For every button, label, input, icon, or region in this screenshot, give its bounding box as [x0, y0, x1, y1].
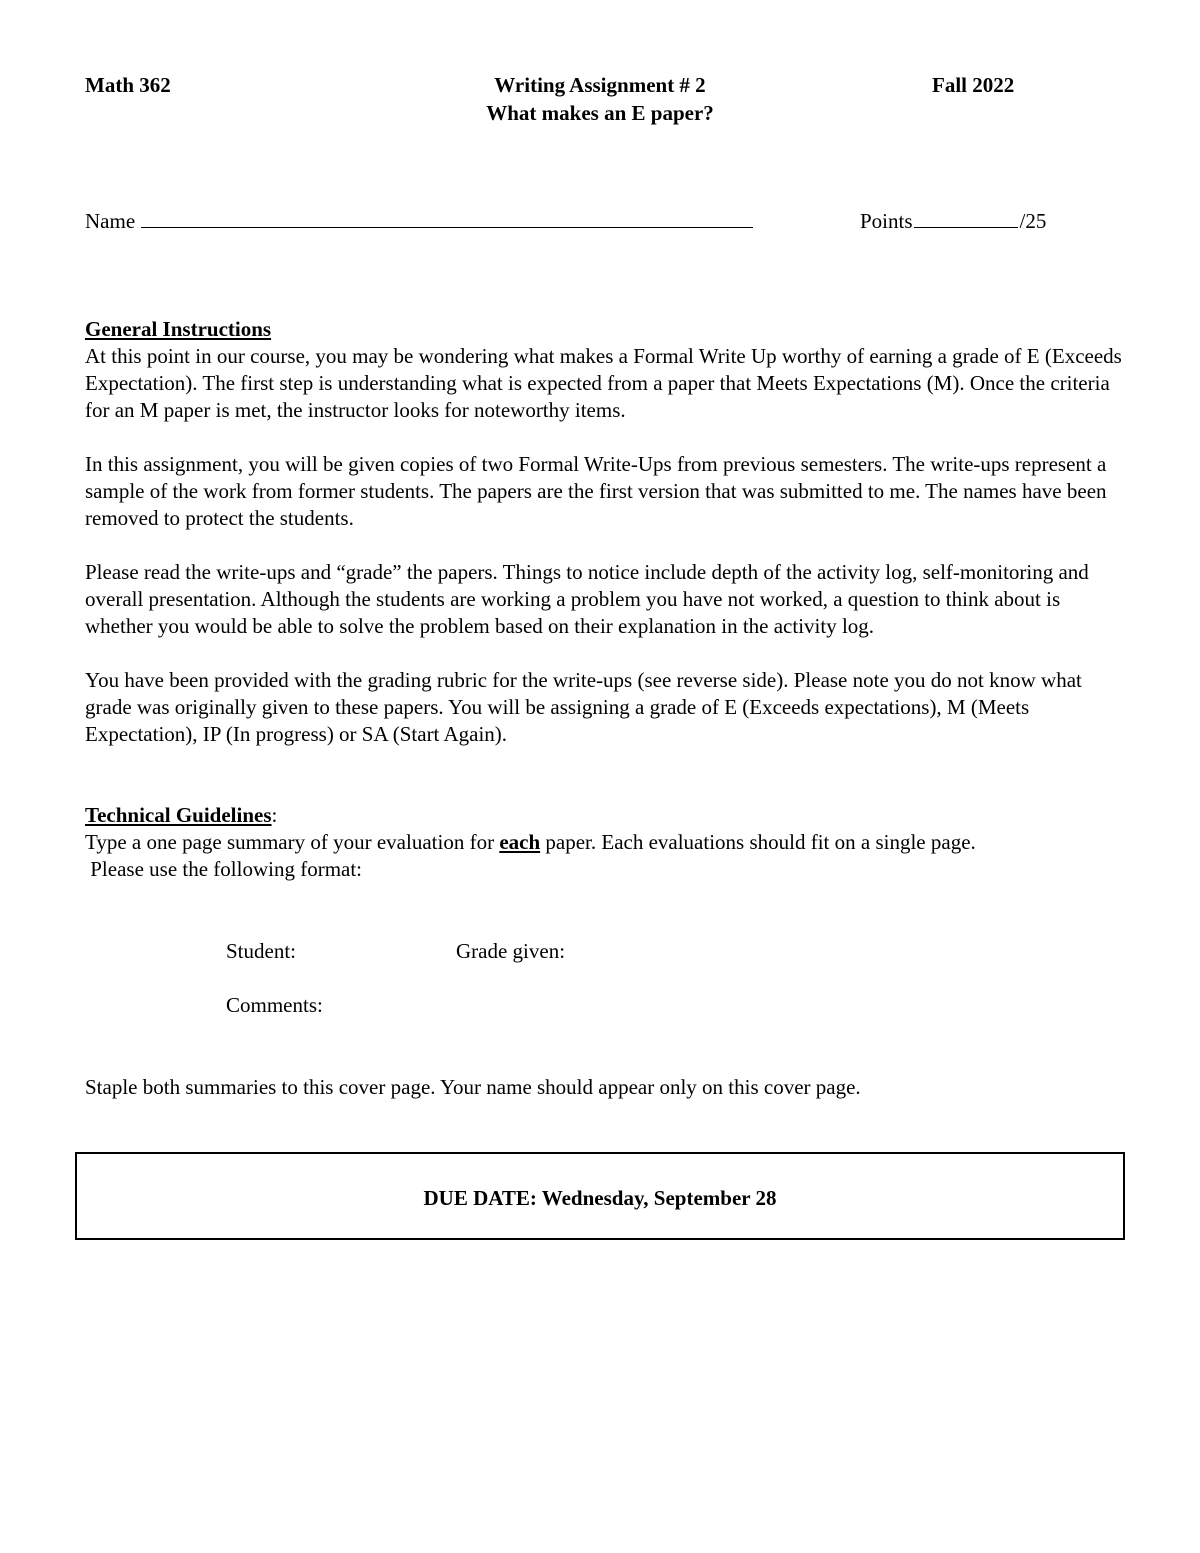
points-label: Points [860, 209, 913, 233]
technical-line-1-post: paper. Each evaluations should fit on a single page. [540, 830, 976, 854]
assignment-title-block [0, 72, 1200, 127]
comments-label: Comments: [226, 993, 323, 1017]
technical-line-2: Please use the following format: [85, 857, 363, 881]
format-row-student [226, 938, 566, 992]
instructions-body [85, 316, 1125, 883]
due-date-box [75, 1152, 1125, 1240]
student-label: Student: [226, 939, 297, 963]
technical-line-1-pre: Type a one page summary of your evaluation for [85, 830, 500, 854]
technical-guidelines-heading-line [85, 802, 1125, 829]
staple-instructions: Staple both summaries to this cover page. Your name should appear only on this cover page. [85, 1075, 861, 1099]
assignment-subtitle: What makes an E paper? [486, 101, 714, 125]
points-blank[interactable] [914, 207, 1018, 228]
general-paragraph-2: In this assignment, you will be given copies of two Formal Write-Ups from previous semesters. The write-ups represent a sample of the work from former students. The papers are the first version that was submitted to me. The names have been removed to protect the students. [85, 452, 1107, 530]
due-date-text: DUE DATE: Wednesday, September 28 [423, 1186, 777, 1210]
general-paragraph-4: You have been provided with the grading rubric for the write-ups (see reverse side). Please note you do not know what grade was originally given to these papers. You will be assigning a grade of E (Exceeds expectations), M (Meets Expectation), IP (In progress) or SA (Start Again). [85, 668, 1082, 746]
each-emphasis: each [499, 830, 541, 854]
name-blank[interactable] [141, 207, 753, 228]
summary-format [226, 938, 566, 1046]
technical-guidelines-heading: Technical Guidelines [85, 803, 272, 827]
name-field-row [85, 207, 753, 235]
course-title: Math 362 [85, 73, 171, 97]
general-paragraph-3: Please read the write-ups and “grade” the papers. Things to notice include depth of the activity log, self-monitoring and overall presentation. Although the students are working a problem you have not worked, a question to think about is whether you would be able to solve the problem based on their explanation in the activity log. [85, 560, 1089, 638]
name-label: Name [85, 209, 136, 233]
format-row-comments [226, 992, 323, 1046]
term-label: Fall 2022 [932, 73, 1015, 97]
grade-given-label: Grade given: [456, 939, 566, 963]
general-instructions-heading: General Instructions [85, 317, 272, 341]
general-paragraph-1: At this point in our course, you may be wondering what makes a Formal Write Up worthy of earning a grade of E (Exceeds Expectation). The first step is understanding what is expected from a paper that Meets Expectations (M). Once the criteria for an M paper is met, the instructor looks for noteworthy items. [85, 344, 1122, 422]
technical-line-1 [85, 829, 1125, 856]
points-field-row [860, 207, 1046, 235]
technical-heading-colon: : [271, 803, 278, 827]
assignment-title: Writing Assignment # 2 [494, 73, 706, 97]
points-total: /25 [1019, 209, 1047, 233]
